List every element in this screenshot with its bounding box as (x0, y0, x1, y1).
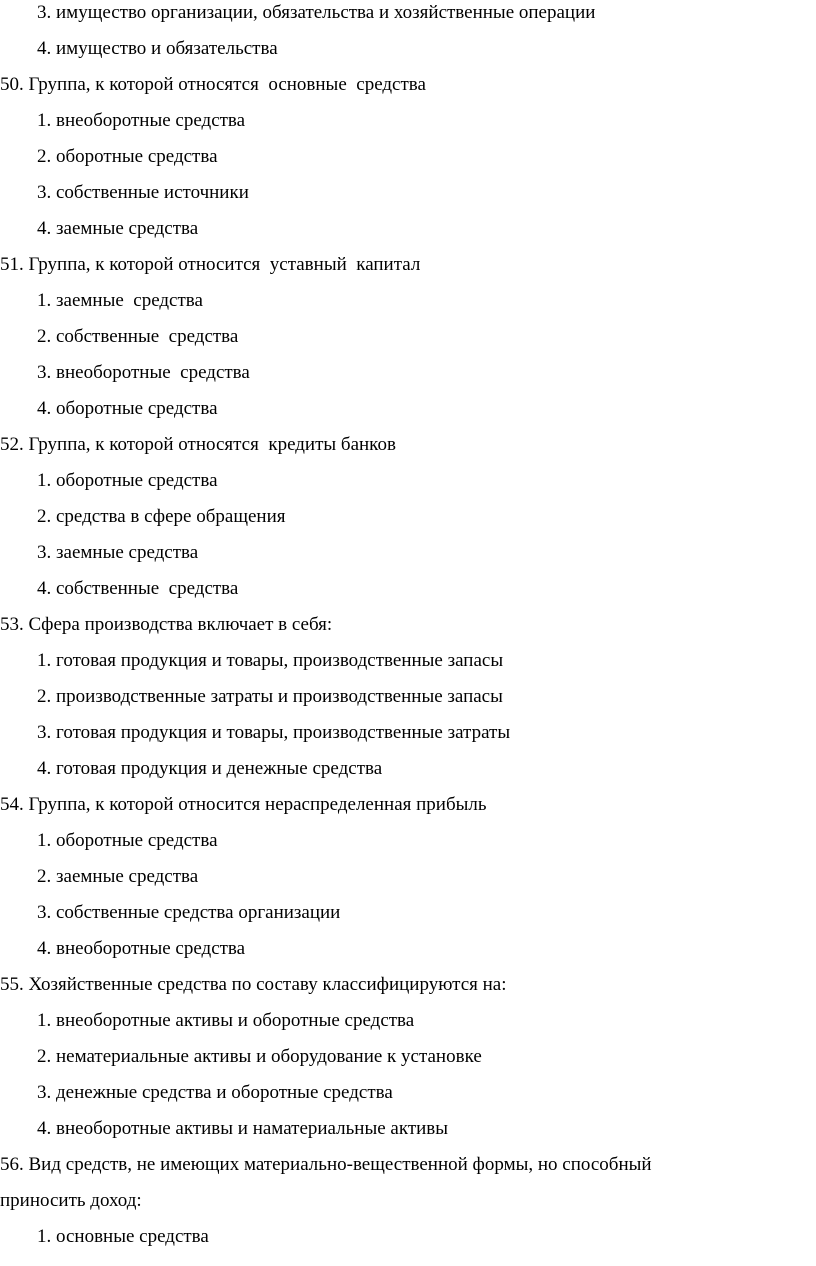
option-line: 3. имущество организации, обязательства и хозяйственные операции (37, 2, 596, 23)
option-line: 3. внеоборотные средства (37, 362, 250, 383)
question-line: 52. Группа, к которой относятся кредиты банков (0, 434, 396, 455)
option-line: 4. имущество и обязательства (37, 38, 278, 59)
option-line: 2. оборотные средства (37, 146, 218, 167)
option-line: 2. средства в сфере обращения (37, 506, 286, 527)
question-line-continuation: приносить доход: (0, 1190, 142, 1211)
option-line: 4. внеоборотные активы и наматериальные активы (37, 1118, 449, 1139)
question-line: 51. Группа, к которой относится уставный капитал (0, 254, 421, 275)
question-line: 55. Хозяйственные средства по составу классифицируются на: (0, 974, 507, 995)
option-line: 2. заемные средства (37, 866, 199, 887)
option-line: 1. оборотные средства (37, 470, 218, 491)
question-line: 56. Вид средств, не имеющих материально-вещественной формы, но способный (0, 1154, 652, 1175)
question-line: 50. Группа, к которой относятся основные средства (0, 74, 426, 95)
option-line: 1. основные средства (37, 1226, 209, 1247)
option-line: 1. готовая продукция и товары, производственные запасы (37, 650, 504, 671)
question-line: 53. Сфера производства включает в себя: (0, 614, 333, 635)
question-line: 54. Группа, к которой относится нераспределенная прибыль (0, 794, 487, 815)
option-line: 4. заемные средства (37, 218, 199, 239)
option-line: 1. внеоборотные средства (37, 110, 246, 131)
option-line: 1. оборотные средства (37, 830, 218, 851)
option-line: 2. нематериальные активы и оборудование к установке (37, 1046, 482, 1067)
option-line: 3. собственные источники (37, 182, 249, 203)
option-line: 4. внеоборотные средства (37, 938, 246, 959)
option-line: 2. собственные средства (37, 326, 239, 347)
option-line: 2. производственные затраты и производственные запасы (37, 686, 503, 707)
option-line: 3. готовая продукция и товары, производственные затраты (37, 722, 511, 743)
option-line: 4. собственные средства (37, 578, 239, 599)
option-line: 3. денежные средства и оборотные средства (37, 1082, 393, 1103)
option-line: 3. собственные средства организации (37, 902, 341, 923)
option-line: 4. оборотные средства (37, 398, 218, 419)
option-line: 1. заемные средства (37, 290, 203, 311)
option-line: 3. заемные средства (37, 542, 199, 563)
option-line: 4. готовая продукция и денежные средства (37, 758, 383, 779)
option-line: 1. внеоборотные активы и оборотные средства (37, 1010, 415, 1031)
